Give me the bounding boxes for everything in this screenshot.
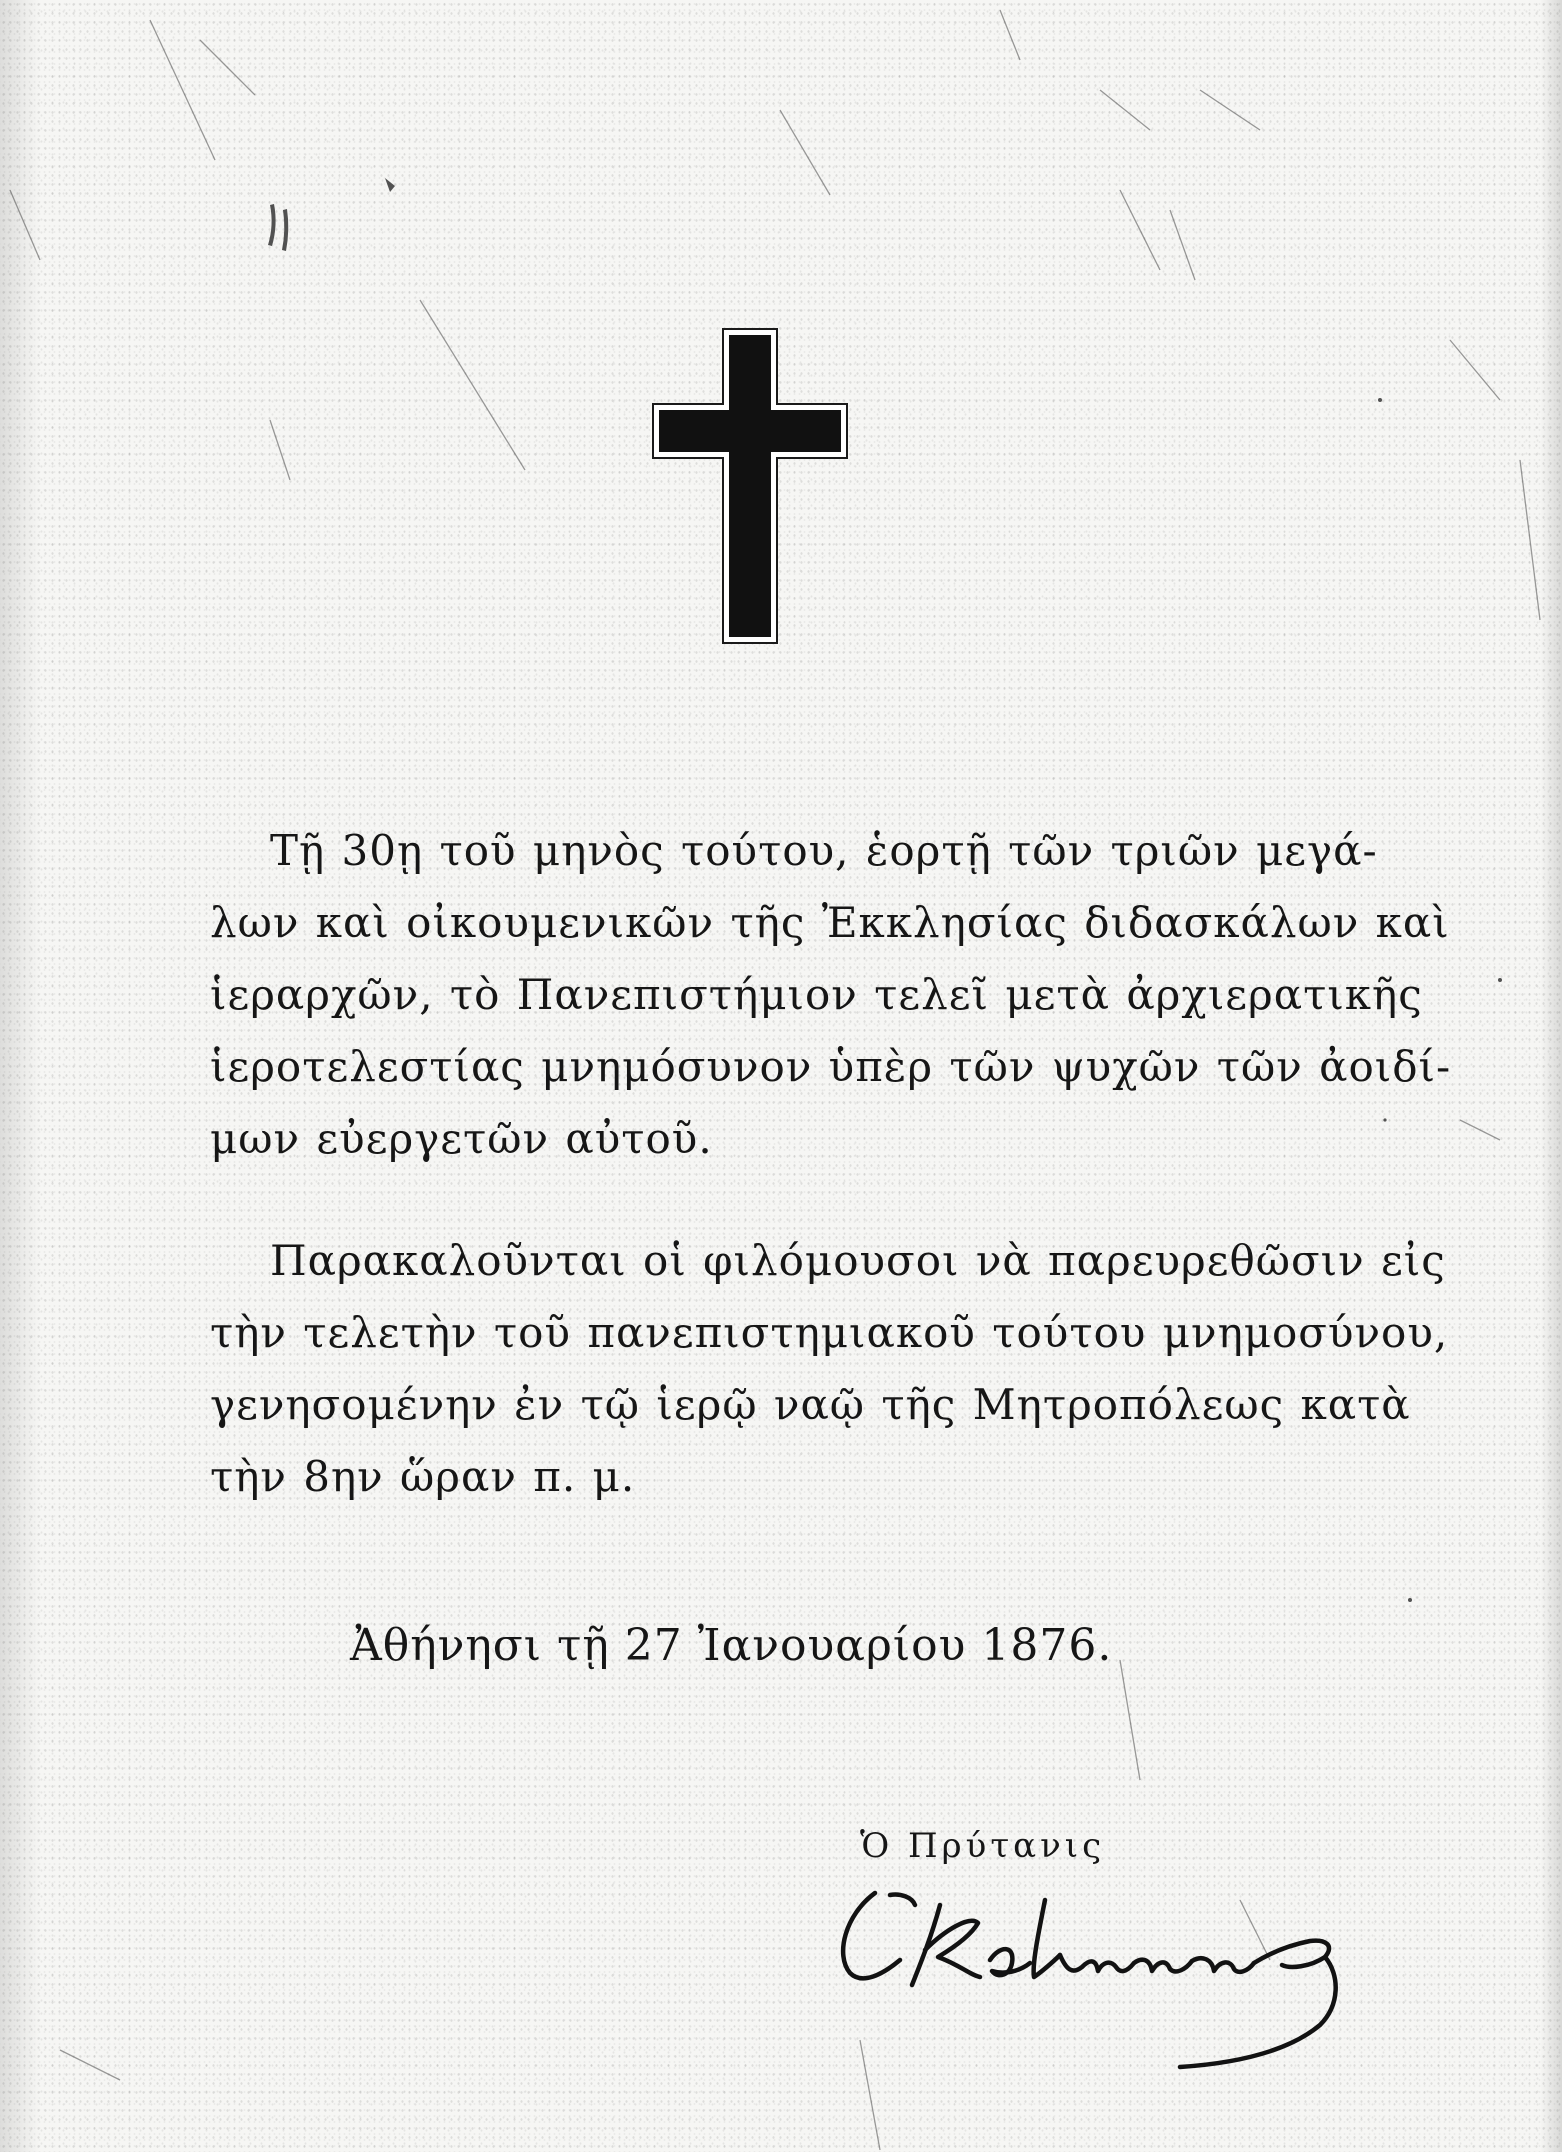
notice-line: ἱεροτελεστίας μνημόσυνον ὑπὲρ τῶν ψυχῶν τῶν ἀοιδί- bbox=[210, 1042, 1452, 1091]
scan-shadow-left bbox=[0, 0, 40, 2152]
date-line: Ἀθήνησι τῇ 27 Ἰανουαρίου 1876. bbox=[350, 1620, 1113, 1671]
notice-line: Παρακαλοῦνται οἱ φιλόμουσοι νὰ παρευρεθῶσιν εἰς bbox=[270, 1236, 1446, 1285]
scan-shadow-right bbox=[1540, 0, 1562, 2152]
notice-body bbox=[210, 815, 1452, 1513]
signatory-title: Ὁ Πρύτανις bbox=[860, 1826, 1106, 1866]
cross-icon bbox=[640, 326, 860, 646]
notice-line: μων εὐεργετῶν αὐτοῦ. bbox=[210, 1114, 713, 1163]
notice-paragraph-1 bbox=[210, 815, 1452, 1175]
notice-line: τὴν 8ην ὥραν π. μ. bbox=[210, 1452, 636, 1501]
notice-line: γενησομένην ἐν τῷ ἱερῷ ναῷ τῆς Μητροπόλεως κατὰ bbox=[210, 1380, 1411, 1429]
handwritten-signature bbox=[820, 1875, 1460, 2075]
notice-paragraph-2 bbox=[210, 1225, 1449, 1513]
notice-line: Τῇ 30ῃ τοῦ μηνὸς τούτου, ἑορτῇ τῶν τριῶν μεγά- bbox=[270, 826, 1378, 875]
notice-line: ἱεραρχῶν, τὸ Πανεπιστήμιον τελεῖ μετὰ ἀρχιερατικῆς bbox=[210, 970, 1423, 1019]
notice-line: λων καὶ οἰκουμενικῶν τῆς Ἐκκλησίας διδασκάλων καὶ bbox=[210, 898, 1450, 947]
notice-line: τὴν τελετὴν τοῦ πανεπιστημιακοῦ τούτου μνημοσύνου, bbox=[210, 1308, 1449, 1357]
